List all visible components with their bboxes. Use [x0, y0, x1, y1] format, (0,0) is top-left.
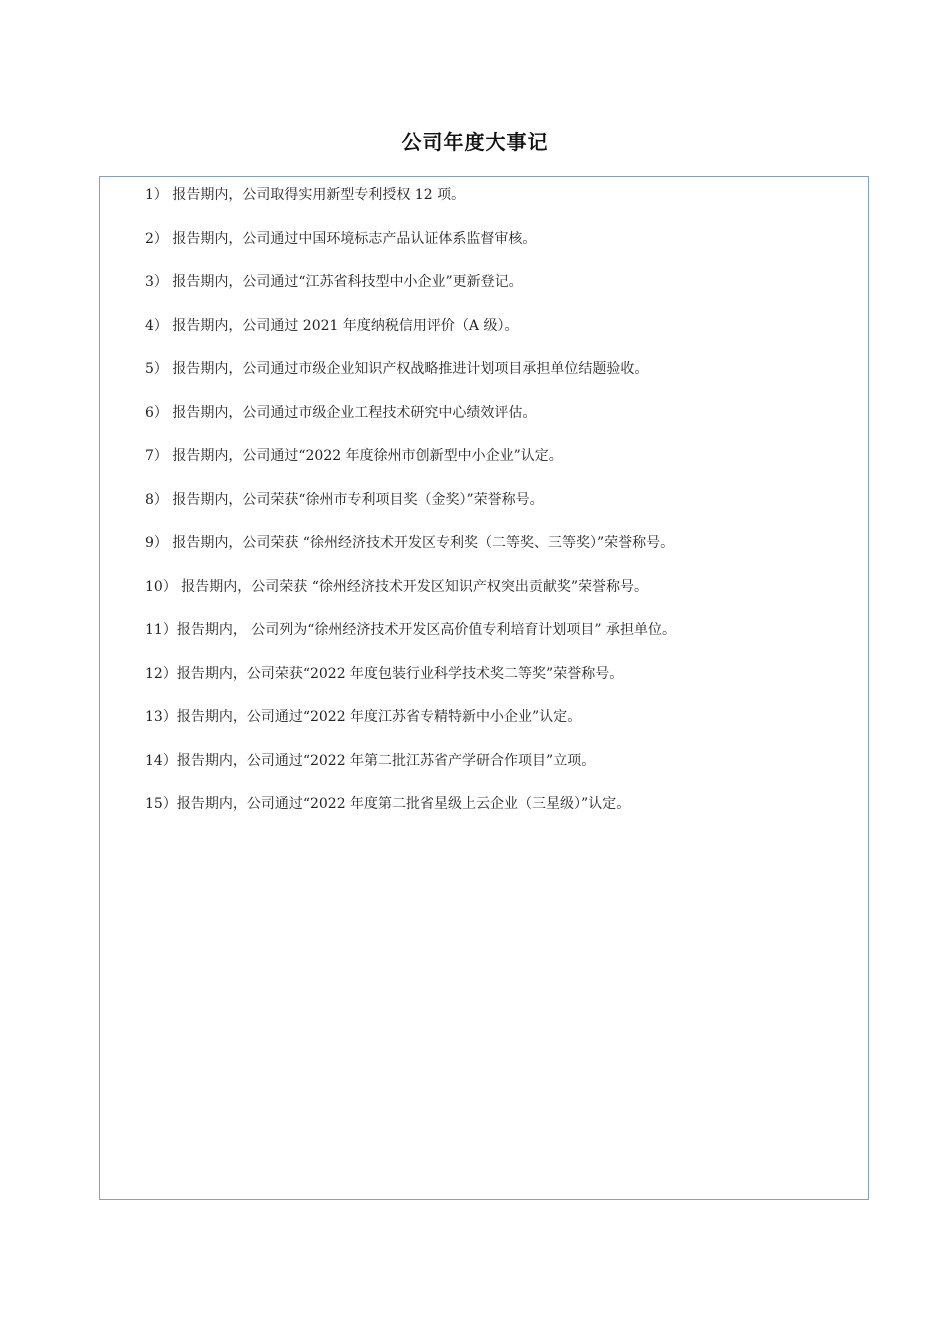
- events-box: [99, 176, 869, 1200]
- list-item: 13）报告期内，公司通过“2022 年度江苏省专精特新中小企业”认定。: [145, 709, 582, 725]
- list-item: 9） 报告期内，公司荣获 “徐州经济技术开发区专利奖（二等奖、三等奖）”荣誉称号。: [145, 535, 675, 551]
- list-item: 10） 报告期内，公司荣获 “徐州经济技术开发区知识产权突出贡献奖”荣誉称号。: [145, 578, 649, 595]
- list-item: 15）报告期内，公司通过“2022 年度第二批省星级上云企业（三星级）”认定。: [145, 796, 631, 812]
- list-item: 14）报告期内，公司通过“2022 年第二批江苏省产学研合作项目”立项。: [145, 752, 596, 769]
- list-item: 3） 报告期内，公司通过“江苏省科技型中小企业”更新登记。: [145, 274, 523, 290]
- list-item: 1） 报告期内，公司取得实用新型专利授权 12 项。: [145, 187, 466, 203]
- list-item: 11）报告期内， 公司列为“徐州经济技术开发区高价值专利培育计划项目” 承担单位。: [145, 622, 677, 638]
- list-item: 5） 报告期内，公司通过市级企业知识产权战略推进计划项目承担单位结题验收。: [145, 361, 649, 377]
- page-title: 公司年度大事记: [401, 130, 549, 154]
- event-list: [145, 187, 858, 840]
- list-item: 12）报告期内，公司荣获“2022 年度包装行业科学技术奖二等奖”荣誉称号。: [145, 665, 624, 682]
- list-item: 2） 报告期内，公司通过中国环境标志产品认证体系监督审核。: [145, 230, 537, 247]
- list-item: 6） 报告期内，公司通过市级企业工程技术研究中心绩效评估。: [145, 404, 537, 421]
- list-item: 4） 报告期内，公司通过 2021 年度纳税信用评价（A 级）。: [145, 317, 519, 334]
- list-item: 8） 报告期内，公司荣获“徐州市专利项目奖（金奖）”荣誉称号。: [145, 491, 544, 508]
- list-item: 7） 报告期内，公司通过“2022 年度徐州市创新型中小企业”认定。: [145, 448, 563, 464]
